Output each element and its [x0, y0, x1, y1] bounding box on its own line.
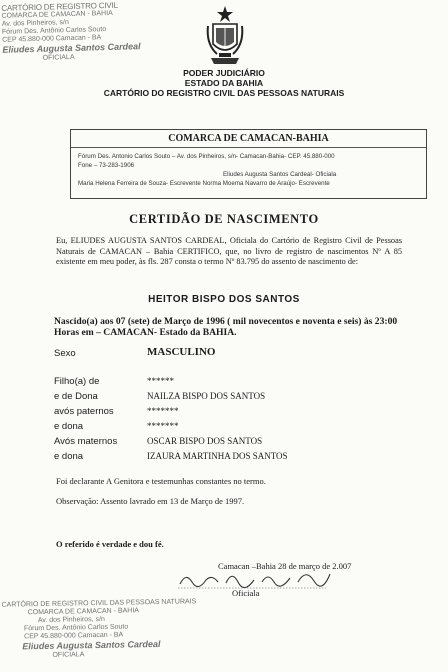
- stamp-line: Fórum Des. Antônio Carlos Souto: [1, 26, 107, 37]
- stamp-line: Fórum Des. Antônio Carlos Souto: [23, 623, 129, 633]
- comarca-address: Fórum Des. Antonio Carlos Souto – Av. dos Pinheiros, s/n- Camacan-Bahia- CEP. 45.880-000: [78, 153, 335, 160]
- attestation-line: O referido é verdade e dou fé.: [56, 539, 164, 549]
- sex-value: MASCULINO: [147, 346, 216, 358]
- stamp-line: COMARCA DE CAMACAN - BAHIA: [27, 607, 139, 617]
- maternal-grandmother-label: e dona: [54, 451, 84, 462]
- stamp-signature: Eliudes Augusta Santos Cardeal: [22, 639, 161, 652]
- paternal-grandmother-label: e dona: [54, 421, 84, 432]
- paternal-grandparents-label: avós paternos: [54, 406, 114, 417]
- mother-value: NAILZA BISPO DOS SANTOS: [147, 391, 266, 401]
- paternal-grandfather-value: *******: [147, 406, 179, 416]
- comarca-title: COMARCA DE CAMACAN-BAHIA: [168, 133, 329, 144]
- certificate-title: CERTIDÃO DE NASCIMENTO: [129, 212, 319, 226]
- top-stamp: [1, 0, 141, 63]
- bottom-stamp: [2, 598, 198, 660]
- stamp-line: Av. dos Pinheiros, s/n: [37, 615, 105, 625]
- certificate-intro: Eu, ELIUDES AUGUSTA SANTOS CARDEAL, Oficiala do Cartório de Registro Civil de Pessoas Naturais de CAMACAN – Bahia CERTIFICO, que, no livro de registro de nascimentos Nº A 85 existente em meu poder, às fls. 287 consta o termo Nº 83.795 do assento de nascimento de:: [56, 236, 402, 267]
- father-value: ******: [147, 376, 174, 386]
- mother-label: e de Dona: [54, 391, 98, 402]
- stamp-line: CARTÓRIO DE REGISTRO CIVIL DAS PESSOAS NATURAIS: [1, 598, 197, 609]
- stamp-line: Av. dos Pinheiros, s/n: [1, 19, 69, 29]
- observation-line: Observação: Assento lavrado em 13 de Março de 1997.: [56, 496, 245, 506]
- birth-statement: Nascido(a) aos 07 (sete) de Março de 1996 ( mil novecentos e noventa e seis) às 23:00 Horas em – CAMACAN- Estado da BAHIA.: [54, 316, 398, 338]
- stamp-line: COMARCA DE CAMACAN - BAHIA: [1, 10, 113, 21]
- sex-label: Sexo: [54, 348, 76, 359]
- divider: [71, 147, 426, 148]
- comarca-phone: Fone – 73-283-1906: [78, 162, 135, 169]
- stamp-line: CARTÓRIO DE REGISTRO CIVIL: [1, 0, 118, 13]
- declarant-line: Foi declarante A Genitora e testemunhas constantes no termo.: [56, 476, 266, 486]
- issue-date: Camacan –Bahia 28 de março de 2.007: [218, 561, 352, 571]
- bahia-coat-of-arms-icon: [205, 4, 245, 68]
- header-line: PODER JUDICIÁRIO: [183, 68, 265, 78]
- court-header: [0, 68, 448, 98]
- maternal-grandparents-label: Avós maternos: [54, 436, 118, 447]
- signer-role: Oficiala: [232, 588, 260, 598]
- comarca-officer: Eliudes Augusta Santos Cardeal- Oficiala: [223, 171, 337, 178]
- filho-label: Filho(a) de: [54, 376, 100, 387]
- stamp-line: CEP 45.880-000 Camacan - BA: [24, 631, 124, 641]
- maternal-grandfather-value: OSCAR BISPO DOS SANTOS: [147, 436, 263, 446]
- stamp-line: CEP 45.880-000 Camacan - BA: [2, 34, 102, 45]
- stamp-role: OFICIALA: [52, 650, 85, 659]
- comarca-clerks: Maria Helena Ferreira de Souza- Escrevente Norma Moema Navarro de Araújo- Escrevente: [78, 180, 330, 187]
- comarca-box: [70, 129, 427, 199]
- stamp-signature: Eliudes Augusta Santos Cardeal: [2, 41, 141, 56]
- header-line: ESTADO DA BAHIA: [184, 78, 264, 88]
- comarca-details: [78, 152, 336, 188]
- maternal-grandmother-value: IZAURA MARTINHA DOS SANTOS: [147, 451, 288, 461]
- registered-name: HEITOR BISPO DOS SANTOS: [148, 294, 300, 305]
- stamp-role: OFICIALA: [42, 53, 75, 62]
- paternal-grandmother-value: *******: [147, 421, 179, 431]
- header-line: CARTÓRIO DO REGISTRO CIVIL DAS PESSOAS NATURAIS: [103, 88, 345, 98]
